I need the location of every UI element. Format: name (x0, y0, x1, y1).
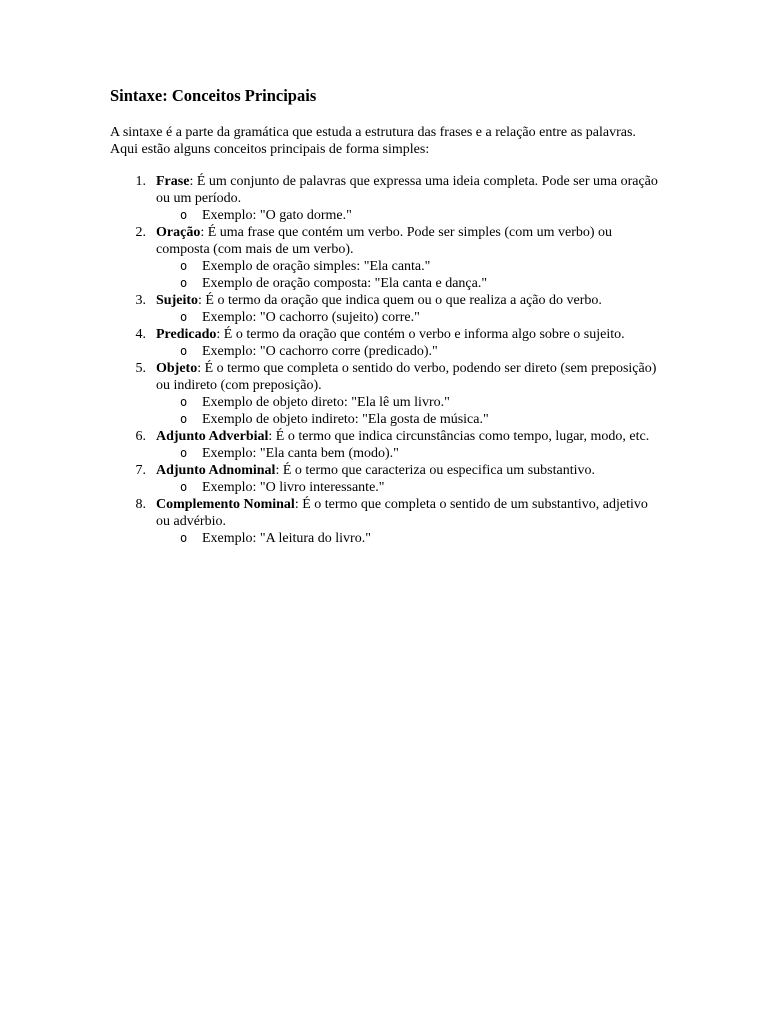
examples-list (156, 394, 658, 428)
item-term: Frase (156, 174, 190, 189)
list-item (110, 462, 658, 496)
example-text: Exemplo: "Ela canta bem (modo)." (202, 446, 399, 461)
item-term: Oração (156, 225, 201, 240)
item-number: 8. (135, 497, 146, 512)
bullet-glyph: o (180, 344, 188, 358)
bullet-glyph: o (180, 412, 188, 426)
example-text: Exemplo: "O livro interessante." (202, 480, 385, 495)
examples-list (156, 207, 658, 224)
list-item (110, 428, 658, 462)
item-term: Adjunto Adverbial (156, 429, 269, 444)
example-item (156, 275, 658, 292)
item-term: Complemento Nominal (156, 497, 295, 512)
item-definition: : É o termo da oração que contém o verbo e informa algo sobre o sujeito. (216, 327, 625, 342)
example-text: Exemplo de oração composta: "Ela canta e dança." (202, 276, 488, 291)
item-definition: : É o termo que indica circunstâncias como tempo, lugar, modo, etc. (268, 429, 650, 444)
intro-paragraph: A sintaxe é a parte da gramática que estuda a estrutura das frases e a relação entre as palavras. Aqui estão alguns conceitos principais de forma simples: (110, 125, 636, 157)
example-item (156, 258, 658, 275)
example-item (156, 207, 658, 224)
bullet-glyph: o (180, 276, 188, 290)
item-number: 7. (135, 463, 146, 478)
item-definition: : É o termo que caracteriza ou especifica um substantivo. (275, 463, 595, 478)
item-definition: : É uma frase que contém um verbo. Pode ser simples (com um verbo) ou composta (com mais de um verbo). (156, 225, 613, 257)
examples-list (156, 445, 658, 462)
example-text: Exemplo: "O cachorro (sujeito) corre." (202, 310, 420, 325)
document-content (110, 84, 658, 547)
item-term: Predicado (156, 327, 217, 342)
item-term: Objeto (156, 361, 198, 376)
item-number: 2. (135, 225, 146, 240)
example-item (156, 411, 658, 428)
list-item (110, 360, 658, 428)
item-number: 3. (135, 293, 146, 308)
item-definition: : É o termo que completa o sentido de um substantivo, adjetivo ou advérbio. (156, 497, 648, 529)
item-term: Sujeito (156, 293, 198, 308)
examples-list (156, 309, 658, 326)
example-text: Exemplo: "A leitura do livro." (202, 531, 371, 546)
example-item (156, 309, 658, 326)
item-definition: : É o termo que completa o sentido do verbo, podendo ser direto (sem preposição) ou indireto (com preposição). (156, 361, 657, 393)
document-title: Sintaxe: Conceitos Principais (110, 86, 317, 105)
bullet-glyph: o (180, 480, 188, 494)
example-item (156, 394, 658, 411)
item-number: 5. (135, 361, 146, 376)
bullet-glyph: o (180, 310, 188, 324)
examples-list (156, 343, 658, 360)
list-item (110, 326, 658, 360)
bullet-glyph: o (180, 395, 188, 409)
example-text: Exemplo de oração simples: "Ela canta." (202, 259, 431, 274)
concepts-list (110, 173, 658, 547)
list-item (110, 173, 658, 224)
bullet-glyph: o (180, 446, 188, 460)
list-item (110, 224, 658, 292)
example-item (156, 479, 658, 496)
example-text: Exemplo de objeto direto: "Ela lê um livro." (202, 395, 450, 410)
example-text: Exemplo: "O cachorro corre (predicado)." (202, 344, 438, 359)
bullet-glyph: o (180, 531, 188, 545)
item-definition: : É o termo da oração que indica quem ou o que realiza a ação do verbo. (198, 293, 602, 308)
example-text: Exemplo de objeto indireto: "Ela gosta de música." (202, 412, 489, 427)
list-item (110, 292, 658, 326)
item-term: Adjunto Adnominal (156, 463, 276, 478)
item-number: 4. (135, 327, 146, 342)
examples-list (156, 479, 658, 496)
example-item (156, 445, 658, 462)
item-number: 1. (135, 174, 146, 189)
example-item (156, 343, 658, 360)
bullet-glyph: o (180, 208, 188, 222)
item-definition: : É um conjunto de palavras que expressa uma ideia completa. Pode ser uma oração ou um período. (156, 174, 658, 206)
item-number: 6. (135, 429, 146, 444)
example-text: Exemplo: "O gato dorme." (202, 208, 352, 223)
examples-list (156, 530, 658, 547)
list-item (110, 496, 658, 547)
example-item (156, 530, 658, 547)
examples-list (156, 258, 658, 292)
bullet-glyph: o (180, 259, 188, 273)
